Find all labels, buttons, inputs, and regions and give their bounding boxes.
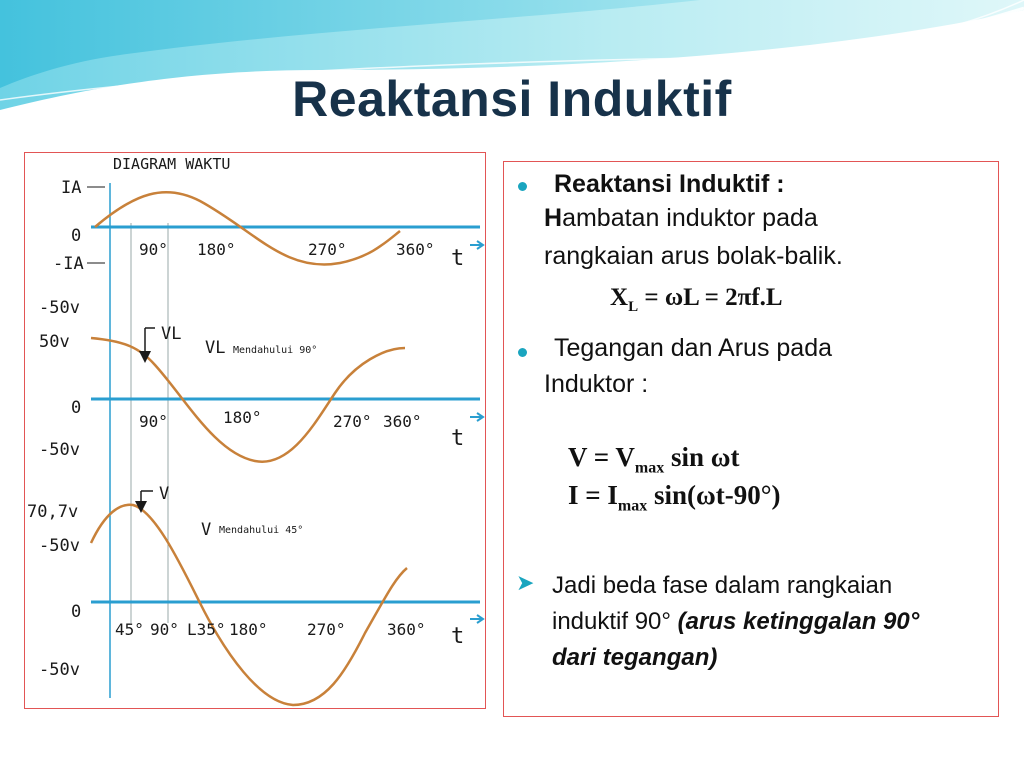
c1-x-tick-3: 360° <box>396 240 435 259</box>
bullet2-line1: Tegangan dan Arus pada <box>554 334 833 362</box>
equation-voltage <box>568 442 740 477</box>
c3-marker: V <box>159 484 170 504</box>
c2-y-zero: 0 <box>71 398 82 418</box>
bullet3-line1: Jadi beda fase dalam rangkaian <box>552 572 893 599</box>
c2-y-peak: 50v <box>39 332 70 352</box>
bullet1-line1-text: ambatan induktor pada <box>562 204 818 232</box>
c1-y-bottom: -IA <box>53 254 84 274</box>
c3-y-minus: -50v <box>39 536 80 556</box>
bullet1-heading: Reaktansi Induktif : <box>554 170 785 198</box>
c2-axis-label: t <box>451 426 465 451</box>
timing-diagram-panel <box>24 152 486 709</box>
equation-current <box>568 480 781 515</box>
eq-v-lhs: V = V <box>568 442 635 472</box>
c3-axis-label: t <box>451 624 465 649</box>
c2-y-bottom: -50v <box>39 440 80 460</box>
slide-title: Reaktansi Induktif <box>292 71 732 127</box>
formula-xl-symbol: X <box>610 284 629 311</box>
c1-y-zero: 0 <box>71 226 82 246</box>
c1-x-tick-1: 180° <box>197 240 236 259</box>
eq-v-rhs: sin ωt <box>664 442 740 472</box>
c3-x-tick-2: L35° <box>187 620 226 639</box>
c1-y-top: IA <box>61 178 82 198</box>
content-panel <box>503 161 999 717</box>
c3-x-tick-3: 180° <box>229 620 268 639</box>
formula-xl-rest: = ωL = 2πf.L <box>638 284 783 311</box>
bullet3-line2-text: induktif 90° <box>552 608 678 635</box>
arrow-bullet-icon: ➤ <box>516 570 535 595</box>
bullet3-line2-italic: (arus ketinggalan 90° <box>677 608 920 635</box>
c2-x-tick-2: 270° <box>333 412 372 431</box>
c3-x-tick-4: 270° <box>307 620 346 639</box>
c3-y-peak: 70,7v <box>27 502 79 522</box>
bullet3-line2 <box>552 608 919 636</box>
timing-diagram <box>25 153 486 709</box>
c3-y-zero: 0 <box>71 602 82 622</box>
c3-caption-note: Mendahului 45° <box>219 525 304 536</box>
c2-y-top: -50v <box>39 298 80 318</box>
c2-marker: VL <box>161 324 182 344</box>
formula-xl <box>610 284 783 316</box>
diagram-header: DIAGRAM WAKTU <box>113 155 231 173</box>
bullet2-line2: Induktor : <box>544 370 649 398</box>
c1-x-tick-2: 270° <box>308 240 347 259</box>
bullet1-line1 <box>544 204 818 233</box>
eq-v-sub: max <box>634 459 665 477</box>
bullet1-line2: rangkaian arus bolak-balik. <box>544 242 843 270</box>
c2-caption-main: VL <box>205 338 226 358</box>
c1-x-tick-0: 90° <box>139 240 168 259</box>
c3-x-tick-5: 360° <box>387 620 426 639</box>
c2-x-tick-0: 90° <box>139 412 168 431</box>
eq-i-sub: max <box>617 497 648 515</box>
c2-x-tick-3: 360° <box>383 412 422 431</box>
bullet-dot-icon <box>518 182 527 191</box>
c3-y-bottom: -50v <box>39 660 80 680</box>
formula-xl-sub: L <box>628 299 639 315</box>
bullet1-initial: H <box>544 204 563 232</box>
eq-i-lhs: I = I <box>568 480 618 510</box>
c3-x-tick-0: 45° <box>115 620 144 639</box>
c1-axis-label: t <box>451 246 465 271</box>
c3-x-tick-1: 90° <box>150 620 179 639</box>
c2-caption-note: Mendahului 90° <box>233 345 318 356</box>
bullet3-line3: dari tegangan) <box>552 644 718 671</box>
c3-caption-main: V <box>201 520 212 540</box>
c2-x-tick-1: 180° <box>223 408 262 427</box>
eq-i-rhs: sin(ωt-90°) <box>647 480 781 510</box>
bullet-dot-icon <box>518 348 527 357</box>
